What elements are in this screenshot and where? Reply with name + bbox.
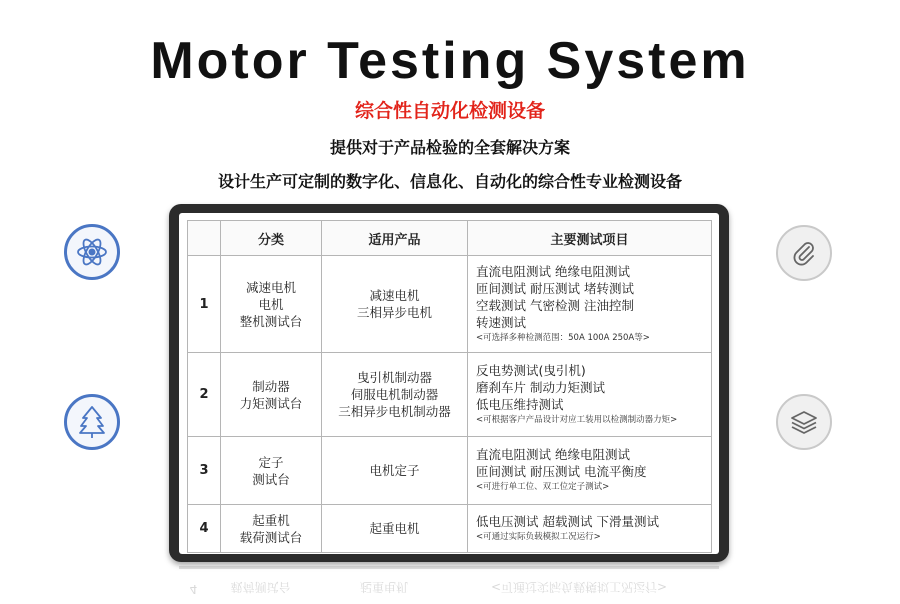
header-category: 分类 <box>221 221 322 256</box>
row-category: 起重机 载荷测试台 <box>221 505 322 553</box>
row-products: 减速电机 三相异步电机 <box>322 256 468 353</box>
row-note: <可进行单工位、双工位定子测试> <box>476 482 610 492</box>
monitor-frame <box>169 204 729 562</box>
layers-icon[interactable] <box>776 394 832 450</box>
row-test-items: 直流电阻测试 绝缘电阻测试 匝间测试 耐压测试 堵转测试 空载测试 气密检测 注油控制 转速测试 <可选择多种检测范围：50A 100A 250A等> <box>468 256 712 353</box>
row-note: <可选择多种检测范围：50A 100A 250A等> <box>476 332 650 343</box>
row-category: 减速电机 电机 整机测试台 <box>221 256 322 353</box>
reflection-number: 4 <box>189 582 198 596</box>
header-index <box>188 221 221 256</box>
row-products: 电机定子 <box>322 437 468 505</box>
table-row <box>188 437 712 505</box>
atom-icon[interactable] <box>64 224 120 280</box>
reflection-row <box>177 574 701 596</box>
row-number: 4 <box>188 505 221 553</box>
row-category: 定子 测试台 <box>221 437 322 505</box>
table-header-row <box>188 221 712 256</box>
row-products: 曳引机制动器 伺服电机制动器 三相异步电机制动器 <box>322 353 468 437</box>
page-title: Motor Testing System <box>150 32 750 90</box>
tagline-solutions: 提供对于产品检验的全套解决方案 <box>329 138 570 157</box>
reflection-products: 起重电机 <box>359 580 408 594</box>
reflection-note: <可通过实际负载模拟工况运行> <box>490 580 668 594</box>
row-note: <可根据客户产品设计对应工装用以检测制动器力矩> <box>476 414 678 425</box>
row-products: 起重电机 <box>322 505 468 553</box>
monitor-screen <box>179 213 719 554</box>
tree-icon[interactable] <box>64 394 120 450</box>
page-subtitle: 综合性自动化检测设备 <box>354 100 545 122</box>
header-test-items: 主要测试项目 <box>468 221 712 256</box>
header-products: 适用产品 <box>322 221 468 256</box>
row-test-items: 反电势测试(曳引机) 磨刹车片 制动力矩测试 低电压维持测试 <可根据客户产品设计对应工装用以检测制动器力矩> <box>468 353 712 437</box>
tagline-custom-design: 设计生产可定制的数字化、信息化、自动化的综合性专业检测设备 <box>217 172 682 191</box>
row-number: 3 <box>188 437 221 505</box>
table-row <box>188 353 712 437</box>
row-test-items: 直流电阻测试 绝缘电阻测试 匝间测试 耐压测试 电流平衡度 <可进行单工位、双工位定子测试> <box>468 437 712 505</box>
paperclip-icon[interactable] <box>776 225 832 281</box>
reflection-category: 载荷测试台 <box>230 580 291 594</box>
table-row <box>188 505 712 553</box>
product-table <box>187 220 712 553</box>
row-note: <可通过实际负载模拟工况运行> <box>476 531 601 542</box>
row-number: 2 <box>188 353 221 437</box>
row-category: 制动器 力矩测试台 <box>221 353 322 437</box>
table-row <box>188 256 712 353</box>
reflection-edge <box>179 566 719 569</box>
row-number: 1 <box>188 256 221 353</box>
row-test-items: 低电压测试 超载测试 下滑量测试 <可通过实际负载模拟工况运行> <box>468 505 712 553</box>
monitor-reflection <box>169 566 729 604</box>
